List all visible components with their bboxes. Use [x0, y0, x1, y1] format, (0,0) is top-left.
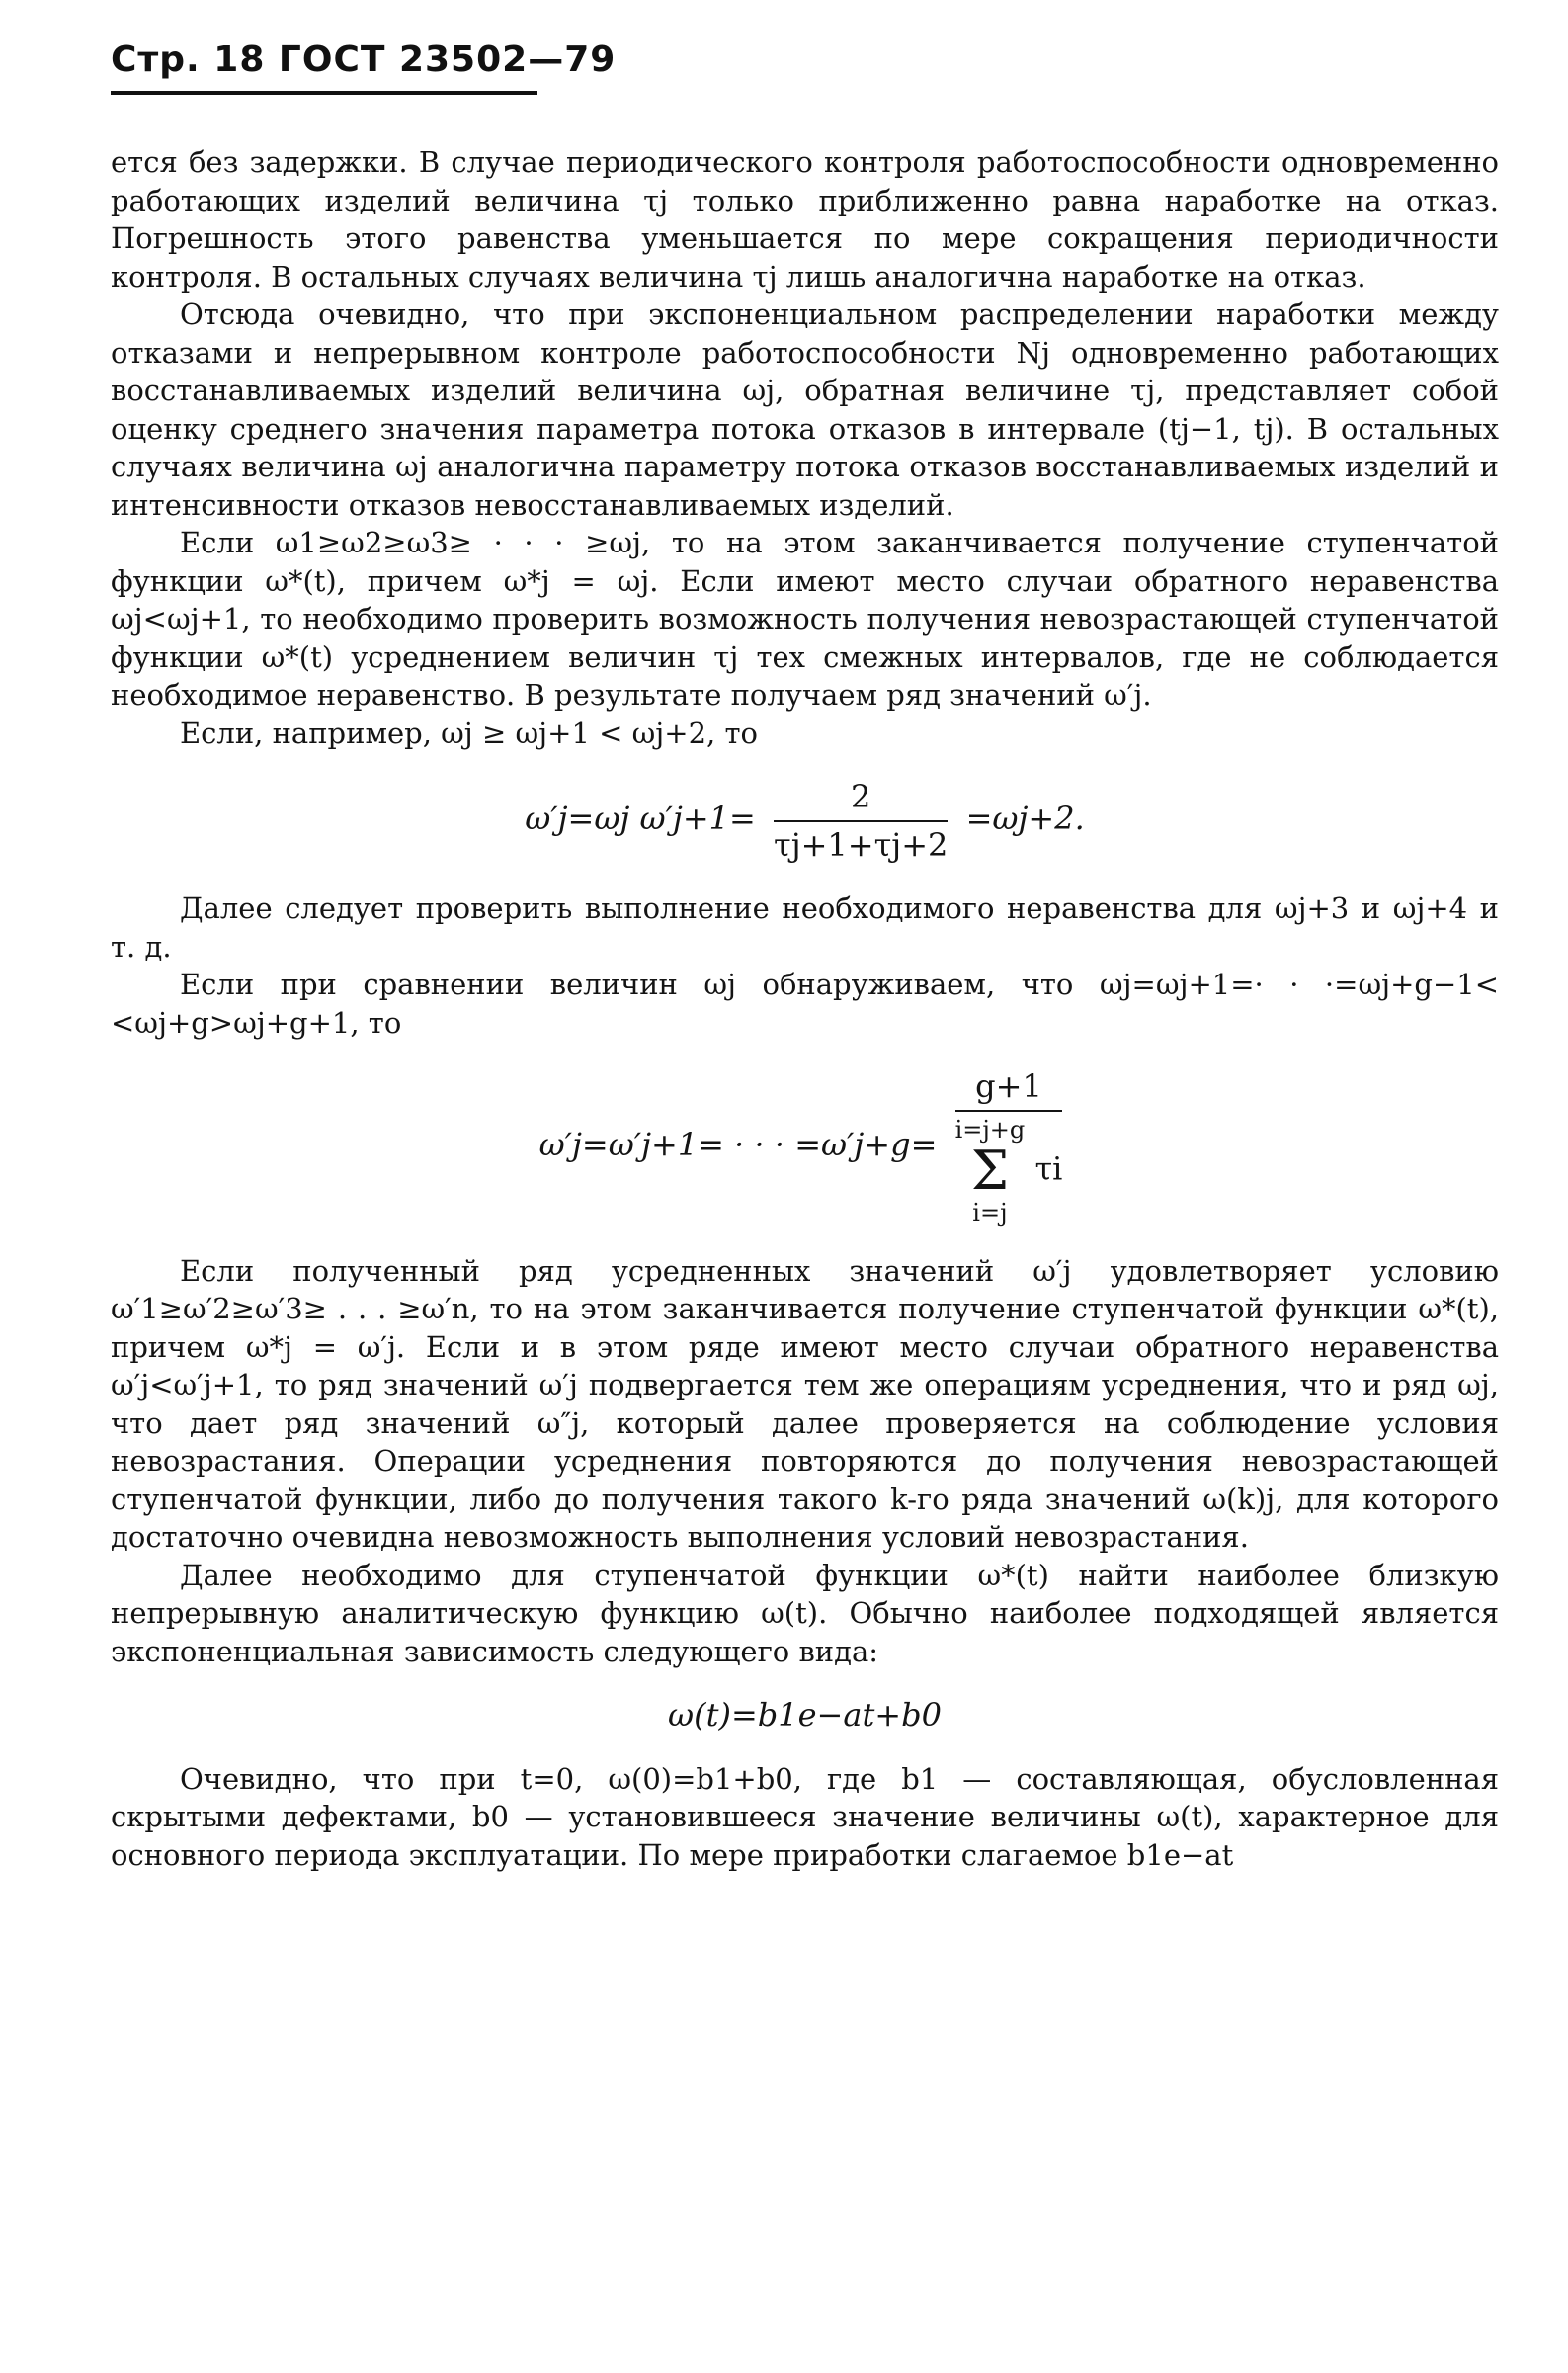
paragraph-8: Далее необходимо для ступенчатой функции ω*(t) найти наиболее близкую непрерывную аналитическую функцию ω(t). Обычно наиболее подходящей является экспоненциальная зависимость следующего вида:: [111, 1558, 1499, 1668]
summation-term: τi: [1034, 1149, 1063, 1187]
document-body: [111, 143, 1499, 1874]
formula-1-right: =ωj+2.: [965, 800, 1085, 837]
formula-1-numerator: 2: [774, 778, 948, 822]
paragraph-2: Отсюда очевидно, что при экспоненциальном распределении наработки между отказами и непрерывном контроле работоспособности Nj одновременно работающих восстанавливаемых изделий величина ωj, обратная величине τj, представляет собой оценку среднего значения параметра потока отказов в интервале (tj−1, tj). В остальных случаях величина ωj аналогична параметру потока отказов восстанавливаемых изделий и интенсивности отказов невосстанавливаемых изделий.: [111, 297, 1499, 522]
formula-2-denominator: [955, 1112, 1063, 1227]
summation-upper-limit: i=j+g: [954, 1115, 1026, 1144]
paragraph-6: Если при сравнении величин ωj обнаруживаем, что ωj=ωj+1=· · ·=ωj+g−1< <ωj+g>ωj+g+1, то: [111, 968, 1499, 1040]
formula-1-left: ω′j=ωj ω′j+1=: [525, 800, 756, 837]
paragraph-9: Очевидно, что при t=0, ω(0)=b1+b0, где b1 — составляющая, обусловленная скрытыми дефектами, b0 — установившееся значение величины ω(t), характерное для основного периода эксплуатации. По мере приработки слагаемое b1e−at: [111, 1761, 1499, 1872]
summation: [955, 1116, 1026, 1227]
formula-2: [111, 1067, 1499, 1227]
paragraph-4: Если, например, ωj ≥ ωj+1 < ωj+2, то: [180, 716, 758, 750]
summation-sign: Σ: [970, 1139, 1009, 1202]
summation-lower-limit: i=j: [972, 1198, 1008, 1227]
formula-2-numerator: g+1: [955, 1067, 1063, 1112]
formula-1: [111, 778, 1499, 864]
header-rule: [111, 91, 537, 95]
formula-1-fraction: [774, 778, 948, 864]
formula-2-fraction: [955, 1067, 1063, 1227]
page-header: Стр. 18 ГОСТ 23502—79: [111, 40, 617, 80]
formula-3: ω(t)=b1e−at+b0: [668, 1696, 942, 1734]
paragraph-3: Если ω1≥ω2≥ω3≥ · · · ≥ωj, то на этом заканчивается получение ступенчатой функции ω*(t), причем ω*j = ωj. Если имеют место случаи обратного неравенства ωj<ωj+1, то необходимо проверить возможность получения невозрастающей ступенчатой функции ω*(t) усреднением величин τj тех смежных интервалов, где не соблюдается необходимое неравенство. В результате получаем ряд значений ω′j.: [111, 526, 1499, 712]
paragraph-5: Далее следует проверить выполнение необходимого неравенства для ωj+3 и ωj+4 и т. д.: [111, 891, 1499, 964]
formula-2-left: ω′j=ω′j+1= · · · =ω′j+g=: [538, 1125, 938, 1163]
formula-1-denominator: τj+1+τj+2: [773, 825, 949, 864]
paragraph-7: Если полученный ряд усредненных значений ω′j удовлетворяет условию ω′1≥ω′2≥ω′3≥ . . . ≥ω′n, то на этом заканчивается получение ступенчатой функции ω*(t), причем ω*j = ω′j. Если и в этом ряде имеют место случаи обратного неравенства ω′j<ω′j+1, то ряд значений ω′j подвергается тем же операциям усреднения, что и ряд ωj, что дает ряд значений ω″j, который далее проверяется на соблюдение условия невозрастания. Операции усреднения повторяются до получения невозрастающей ступенчатой функции, либо до получения такого k-го ряда значений ω(k)j, для которого достаточно очевидна невозможность выполнения условий невозрастания.: [111, 1253, 1499, 1554]
paragraph-1: ется без задержки. В случае периодического контроля работоспособности одновременно работающих изделий величина τj только приближенно равна наработке на отказ. Погрешность этого равенства уменьшается по мере сокращения периодичности контроля. В остальных случаях величина τj лишь аналогична наработке на отказ.: [111, 145, 1499, 294]
